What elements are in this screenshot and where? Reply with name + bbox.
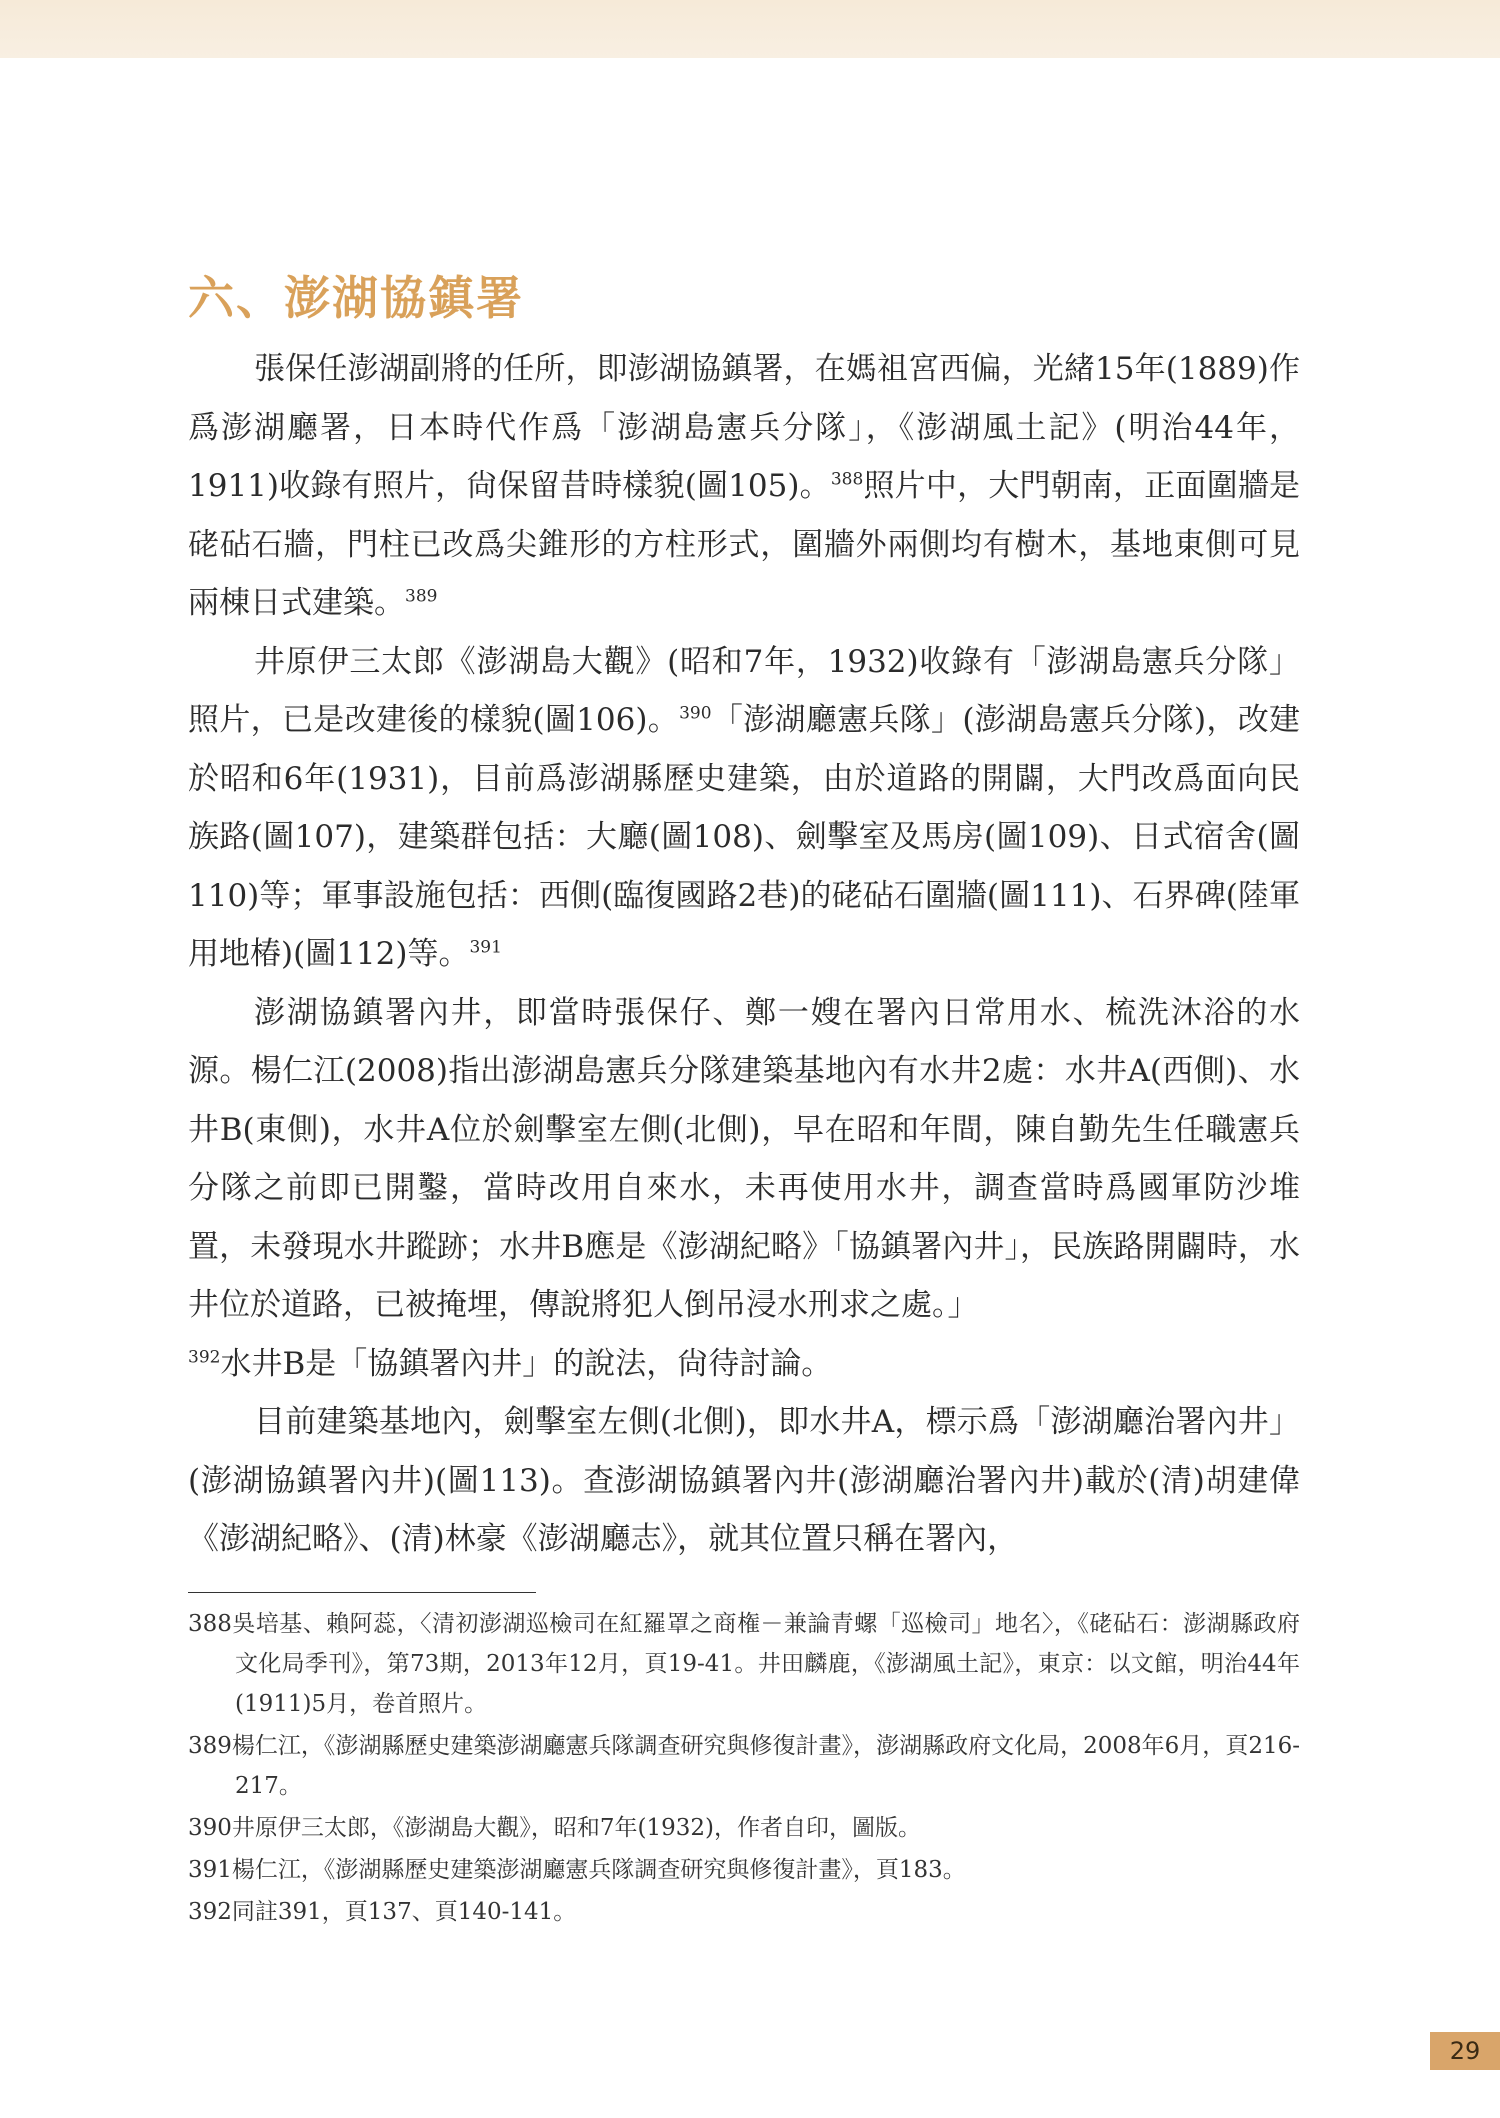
text-segment: 照片中，大門朝南，正面圍牆是硓砧石牆，門柱已改爲尖錐形的方柱形式，圍牆外兩側均有樹木，基地東側可見兩棟日式建築。 (188, 468, 1301, 621)
page-number: 29 (1430, 2032, 1500, 2070)
paragraph-3 (188, 984, 1300, 1394)
paragraph-1 (188, 340, 1300, 633)
footnote-388: 388吳培基、賴阿蕊，〈清初澎湖巡檢司在紅羅罩之商権－兼論青螺「巡檢司」地名〉，《硓砧石：澎湖縣政府文化局季刊》，第73期，2013年12月，頁19-41。井田麟鹿，《澎湖風土記》，東京：以文館，明治44年(1911)5月，卷首照片。 (188, 1611, 1300, 1717)
top-header-band (0, 0, 1500, 58)
section-heading: 六、澎湖協鎮署 (188, 271, 524, 325)
text-segment: 張保任澎湖副將的任所，即澎湖協鎮署，在媽祖宮西偏，光緒15年(1889)作爲澎湖廳署，日本時代作爲「澎湖島憲兵分隊」，《澎湖風土記》(明治44年，1911)收錄有照片，尙保留昔時樣貌(圖105)。 (188, 351, 1300, 504)
body-text (188, 340, 1300, 1569)
text-segment: 「澎湖廳憲兵隊」(澎湖島憲兵分隊)，改建於昭和6年(1931)，目前爲澎湖縣歷史建築，由於道路的開闢，大門改爲面向民族路(圖107)，建築群包括：大廳(圖108)、劍擊室及馬房(圖109)、日式宿舍(圖110)等；軍事設施包括：西側(臨復國路2巷)的硓砧石圍牆(圖111)、石界碑(陸軍用地椿)(圖112)等。 (188, 702, 1301, 972)
footnote-divider (188, 1592, 536, 1593)
footnote-ref-389[interactable]: 389 (405, 586, 438, 607)
footnote-ref-392[interactable]: 392 (188, 1347, 221, 1368)
footnote-ref-391[interactable]: 391 (469, 937, 502, 958)
footnotes (188, 1604, 1300, 1934)
paragraph-4 (188, 1393, 1300, 1569)
text-segment: 目前建築基地內，劍擊室左側(北側)，即水井A，標示爲「澎湖廳治署內井」(澎湖協鎮署內井)(圖113)。查澎湖協鎮署內井(澎湖廳治署內井)載於(清)胡建偉《澎湖紀略》、(清)林豪《澎湖廳志》，就其位置只稱在署內， (188, 1404, 1300, 1557)
footnote-392: 392同註391，頁137、頁140-141。 (188, 1899, 577, 1925)
text-segment: 澎湖協鎮署內井，即當時張保仔、鄭一嫂在署內日常用水、梳洗沐浴的水源。楊仁江(2008)指出澎湖島憲兵分隊建築基地內有水井2處：水井A(西側)、水井B(東側)，水井A位於劍擊室左側(北側)，早在昭和年間，陳自勤先生任職憲兵分隊之前即已開鑿，當時改用自來水，未再使用水井，調查當時爲國軍防沙堆置，未發現水井蹤跡；水井B應是《澎湖紀略》「協鎮署內井」，民族路開闢時，水井位於道路，已被掩埋，傳說將犯人倒吊浸水刑求之處。」 (188, 994, 1300, 1323)
footnote-389: 389楊仁江，《澎湖縣歷史建築澎湖廳憲兵隊調查研究與修復計畫》，澎湖縣政府文化局，2008年6月，頁216-217。 (188, 1733, 1300, 1799)
footnote-ref-388[interactable]: 388 (830, 469, 864, 490)
footnote-391: 391楊仁江，《澎湖縣歷史建築澎湖廳憲兵隊調查研究與修復計畫》，頁183。 (188, 1857, 966, 1883)
footnote-390: 390井原伊三太郎，《澎湖島大觀》，昭和7年(1932)，作者自印，圖版。 (188, 1815, 922, 1841)
text-segment: 井原伊三太郎《澎湖島大觀》(昭和7年，1932)收錄有「澎湖島憲兵分隊」照片，已是改建後的樣貌(圖106)。 (188, 643, 1300, 738)
text-segment: 水井B是「協鎮署內井」的說法，尙待討論。 (220, 1345, 833, 1382)
paragraph-2 (188, 633, 1300, 984)
footnote-ref-390[interactable]: 390 (679, 703, 712, 724)
